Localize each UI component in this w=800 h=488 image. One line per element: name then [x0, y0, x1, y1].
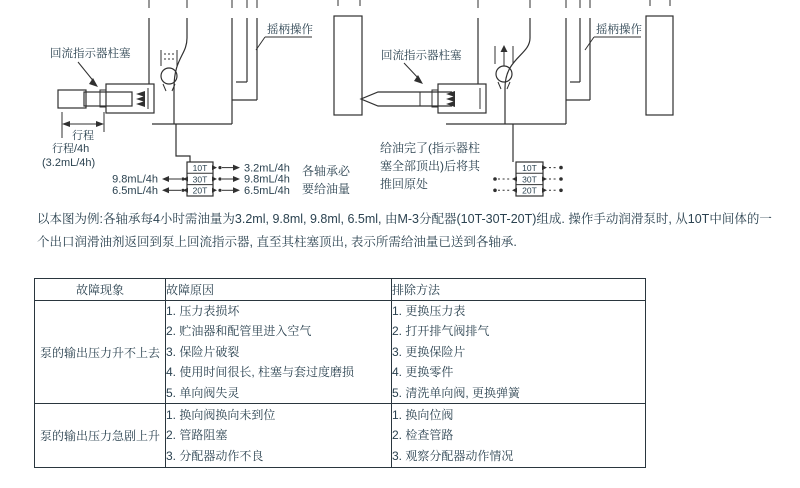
remedy-item: 1. 换向位阀 — [392, 407, 454, 422]
cause-item: 1. 换向阀换向未到位 — [166, 407, 276, 422]
remedy-item: 2. 检查管路 — [392, 428, 454, 443]
left-stroke-rate-text: 行程/4h — [52, 143, 90, 155]
left-check-valve — [161, 50, 177, 91]
table-header-row — [35, 279, 646, 301]
remedy-item: 3. 观察分配器动作情况 — [392, 448, 514, 463]
header-phenomenon: 故障现象 — [35, 279, 166, 301]
remedy-item: 4. 更换零件 — [392, 365, 454, 380]
bearing-note-line1: 各轴承必 — [302, 164, 351, 178]
left-diagram-right-flows — [218, 162, 289, 197]
left-indicator-plunger — [58, 90, 132, 108]
right-oil-flow-arrows — [446, 91, 455, 107]
left-indicator-housing — [100, 84, 154, 113]
right-distributor-cell-20t: 20T — [522, 185, 537, 196]
left-bearing-note — [302, 163, 351, 196]
right-crank-label-text: 摇柄操作 — [596, 24, 642, 36]
cause-item: 4. 使用时间很长, 柱塞与套过度磨损 — [166, 365, 355, 380]
right-diagram — [361, 0, 673, 196]
left-stroke-dimension — [42, 112, 104, 169]
cause-item: 2. 管路阻塞 — [166, 428, 228, 443]
left-oil-flow-arrows — [136, 91, 145, 107]
left-plunger-label-text: 回流指示器柱塞 — [50, 48, 131, 60]
header-remedy: 排除方法 — [392, 279, 646, 301]
lubrication-pump-diagrams — [0, 0, 800, 215]
phenomenon-cell: 泵的输出压力升不上去 — [35, 301, 166, 404]
table-row — [35, 404, 646, 468]
description-paragraph: 以本图为例:各轴承每4小时需油量为3.2ml, 9.8ml, 9.8ml, 6.5ml, 由M-3分配器(10T-30T-20T)组成. 操作手动润滑泵时, 从10T中间体的一个出口润滑油剂返回到泵上回流指示器, 直至其柱塞顶出, 表示所需给油量已送到各轴承. — [37, 212, 772, 249]
right-pump-body — [446, 18, 566, 124]
flow-30t-left-label: 9.8mL/4h — [112, 173, 158, 186]
remedy-item: 2. 打开排气阀排气 — [392, 324, 490, 339]
left-side-plate — [334, 16, 362, 115]
left-distributor-cell-10t: 10T — [192, 163, 208, 173]
troubleshooting-table — [34, 278, 646, 468]
left-crank-pipe — [232, 18, 257, 124]
remedies-cell — [392, 404, 646, 468]
right-distributor — [512, 162, 547, 196]
left-distributor — [183, 162, 217, 196]
left-diagram-left-flows — [112, 174, 184, 197]
left-distributor-cell-20t: 20T — [192, 185, 208, 196]
refill-note-line1: 给油完了(指示器柱 — [380, 141, 480, 155]
cause-item: 2. 贮油器和配管里进入空气 — [166, 324, 312, 339]
refill-note-line3: 推回原处 — [380, 177, 429, 191]
flow-10t-label: 3.2mL/4h — [244, 162, 290, 175]
left-pump-body — [149, 18, 232, 124]
right-valve-ball — [496, 66, 512, 82]
right-distributor-cell-10t: 10T — [522, 163, 537, 173]
remedy-item: 3. 更换保险片 — [392, 344, 466, 359]
right-crank-label — [585, 22, 642, 50]
left-stroke-text: 行程 — [72, 130, 94, 142]
flow-20t-right-label: 6.5mL/4h — [244, 185, 290, 197]
phenomenon-cell: 泵的输出压力急剧上升 — [35, 404, 166, 468]
right-plunger-label-text: 回流指示器柱塞 — [381, 50, 462, 62]
left-crank-label — [256, 22, 313, 50]
right-distributor-cell-30t: 30T — [522, 174, 537, 185]
causes-cell — [166, 404, 392, 468]
refill-note-line2: 塞全部顶出)后将其 — [380, 159, 480, 173]
right-top-break-marks — [478, 0, 670, 8]
left-plunger-label — [50, 46, 131, 87]
left-diagram — [42, 0, 362, 197]
left-distributor-cell-30t: 30T — [192, 174, 208, 185]
right-crank-pipe — [566, 18, 590, 124]
right-indicator-housing — [432, 84, 486, 113]
cause-item: 3. 分配器动作不良 — [166, 448, 264, 463]
causes-cell — [166, 301, 392, 404]
right-plunger-label — [381, 48, 462, 84]
flow-20t-left-label: 6.5mL/4h — [112, 185, 158, 197]
table-row — [35, 301, 646, 404]
bearing-note-line2: 要给油量 — [302, 182, 351, 196]
header-cause: 故障原因 — [166, 279, 392, 301]
left-down-pipe — [176, 124, 190, 162]
remedy-item: 1. 更换压力表 — [392, 304, 466, 318]
left-crank-label-text: 摇柄操作 — [267, 24, 313, 36]
remedy-item: 5. 清洗单向阀, 更换弹簧 — [392, 385, 521, 400]
cause-item: 3. 保险片破裂 — [166, 344, 240, 359]
remedies-cell — [392, 301, 646, 404]
right-side-plate — [646, 16, 673, 115]
flow-30t-right-label: 9.8mL/4h — [244, 173, 290, 186]
cause-item: 1. 压力表损坏 — [166, 304, 240, 318]
left-top-break-marks — [149, 0, 360, 8]
cause-item: 5. 单向阀失灵 — [166, 385, 240, 400]
left-stroke-volume-text: (3.2mL/4h) — [42, 157, 96, 169]
refill-note — [380, 140, 481, 191]
